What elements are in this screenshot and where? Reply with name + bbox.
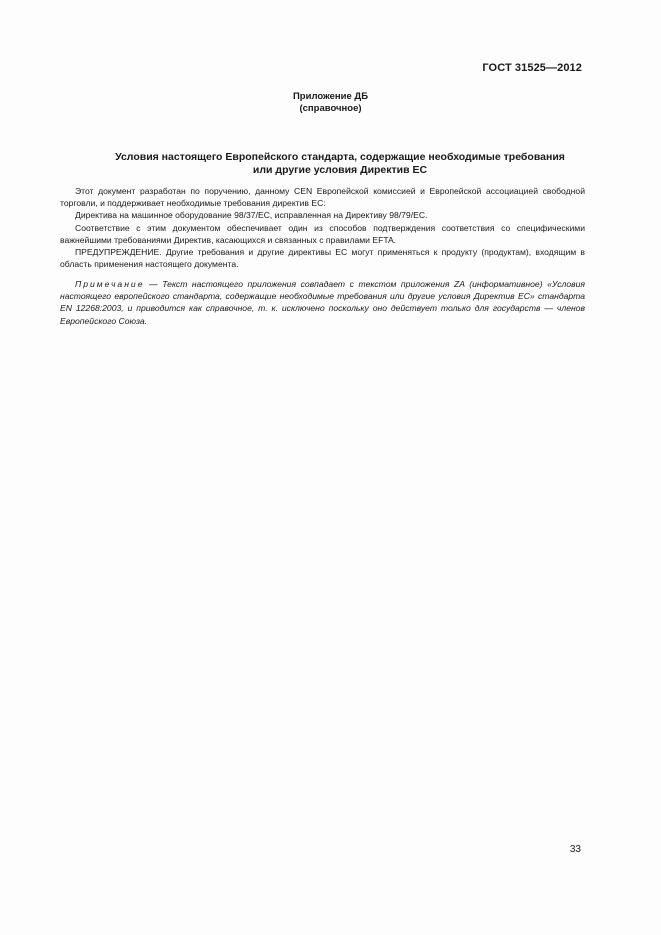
annex-type: (справочное) — [299, 103, 362, 114]
note-label: Примечание — [75, 279, 145, 289]
annex-title: Приложение ДБ — [292, 91, 369, 102]
page-number: 33 — [569, 844, 581, 855]
paragraph: ПРЕДУПРЕЖДЕНИЕ. Другие требования и другие директивы ЕС могут применяться к продукту (продуктам), входящим в область применения настоящего документа. — [60, 247, 585, 270]
note-text: — Текст настоящего приложения совпадает с текстом приложения ZA (информативное) «Условия настоящего европейского стандарта, содержащие необходимые требования или другие условия Директив ЕС» стандарта EN 12268:2003, и приводится как справочное, т. к. исключено поскольку оно действует только для государств — членов Европейского Союза. — [60, 279, 585, 326]
heading-line-1: Условия настоящего Европейского стандарта, содержащие необходимые требования — [115, 151, 565, 163]
section-heading — [60, 151, 620, 177]
annex-title-block — [0, 91, 661, 115]
standard-code: ГОСТ 31525—2012 — [482, 62, 582, 74]
paragraph: Соответствие с этим документом обеспечивает один из способов подтверждения соответствия со специфическими важнейшими требованиями Директив, касающихся и связанных с правилами EFTA. — [60, 222, 585, 245]
heading-line-2: или другие условия Директив ЕС — [252, 164, 428, 176]
note-paragraph — [60, 278, 585, 327]
paragraph: Этот документ разработан по поручению, данному CEN Европейской комиссией и Европейской ассоциацией свободной торговли, и поддерживает необходимые требования директив ЕС: — [60, 186, 585, 209]
body-text — [60, 185, 585, 270]
paragraph: Директива на машинное оборудование 98/37/ЕС, исправленная на Директиву 98/79/ЕС. — [75, 210, 428, 221]
